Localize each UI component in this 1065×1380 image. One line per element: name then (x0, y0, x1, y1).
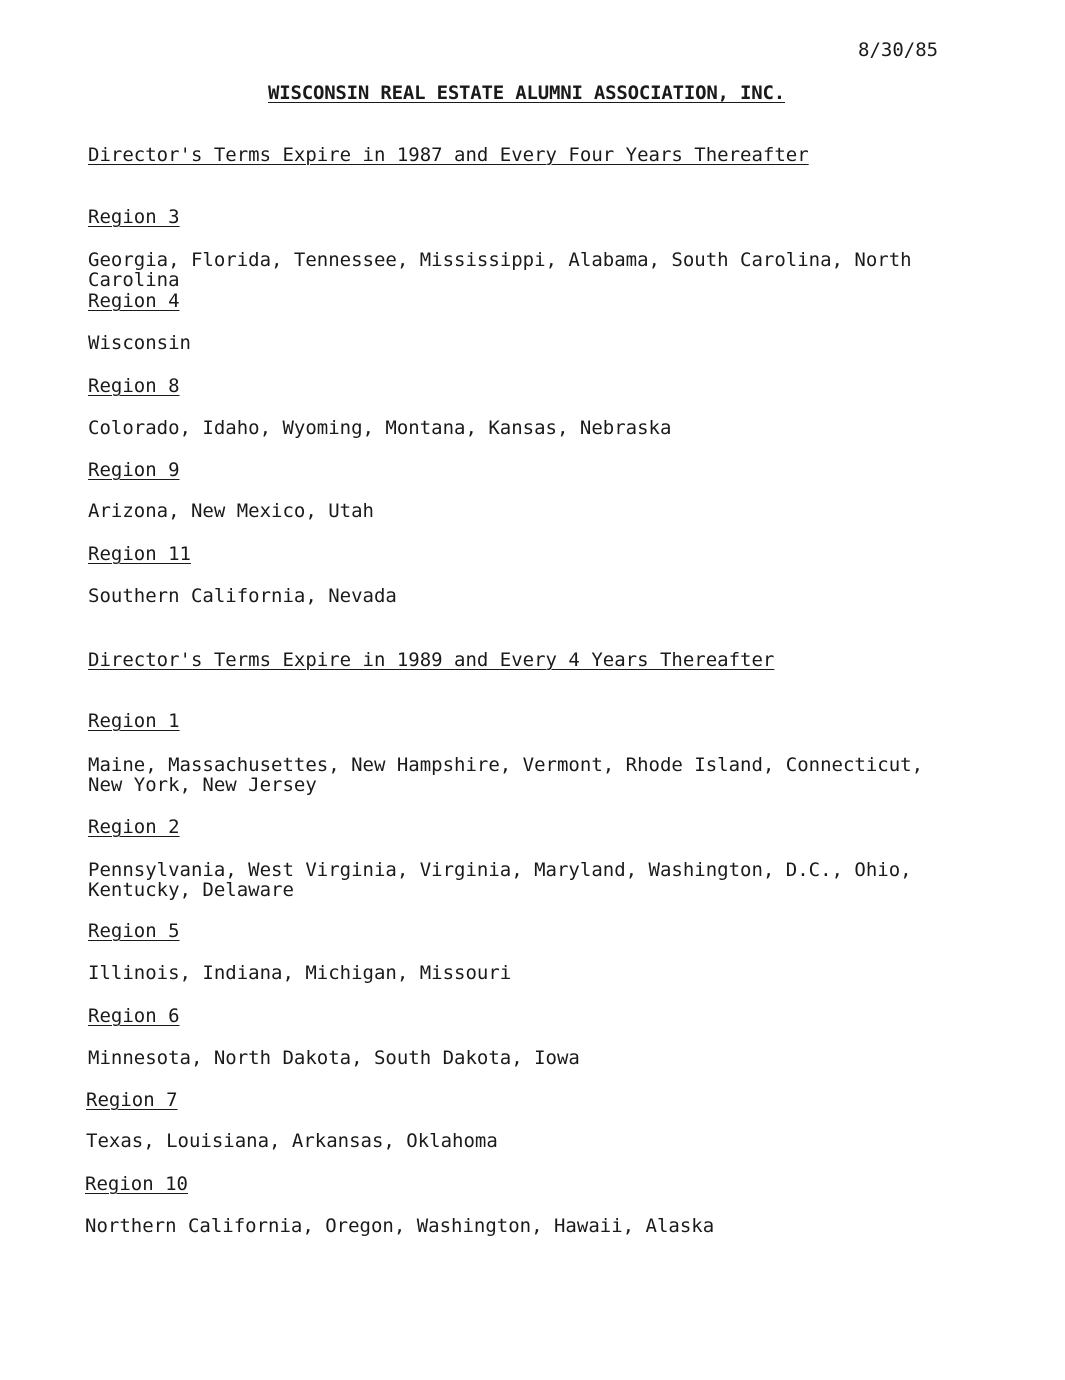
region-label: Region 1 (88, 710, 180, 732)
region-states: Georgia, Florida, Tennessee, Mississippi, Alabama, South Carolina, North Carolina (88, 249, 912, 291)
region-label: Region 4 (88, 290, 180, 312)
document-title: WISCONSIN REAL ESTATE ALUMNI ASSOCIATION, INC. (268, 82, 785, 104)
section-heading-1987: Director's Terms Expire in 1987 and Every Four Years Thereafter (88, 144, 809, 166)
section-heading-1989: Director's Terms Expire in 1989 and Every 4 Years Thereafter (88, 649, 775, 671)
region-states: Minnesota, North Dakota, South Dakota, Iowa (88, 1047, 580, 1069)
document-date: 8/30/85 (858, 39, 939, 61)
region-label: Region 9 (88, 459, 180, 481)
region-states: Pennsylvania, West Virginia, Virginia, Maryland, Washington, D.C., Ohio, Kentucky, Delaware (88, 859, 912, 901)
region-label: Region 5 (88, 920, 180, 942)
region-states: Wisconsin (88, 332, 191, 354)
region-label: Region 6 (88, 1005, 180, 1027)
region-label: Region 11 (88, 543, 191, 565)
region-label: Region 10 (85, 1173, 188, 1195)
region-states: Colorado, Idaho, Wyoming, Montana, Kansas, Nebraska (88, 417, 672, 439)
region-label: Region 2 (88, 816, 180, 838)
region-label: Region 7 (86, 1089, 178, 1111)
region-states: Texas, Louisiana, Arkansas, Oklahoma (86, 1130, 498, 1152)
region-label: Region 8 (88, 375, 180, 397)
region-states: Southern California, Nevada (88, 585, 397, 607)
region-label: Region 3 (88, 206, 180, 228)
region-states: Arizona, New Mexico, Utah (88, 500, 374, 522)
region-states: Maine, Massachusettes, New Hampshire, Vermont, Rhode Island, Connecticut, New York, New Jersey (88, 754, 924, 796)
region-states: Illinois, Indiana, Michigan, Missouri (88, 962, 512, 984)
region-states: Northern California, Oregon, Washington, Hawaii, Alaska (85, 1215, 715, 1237)
